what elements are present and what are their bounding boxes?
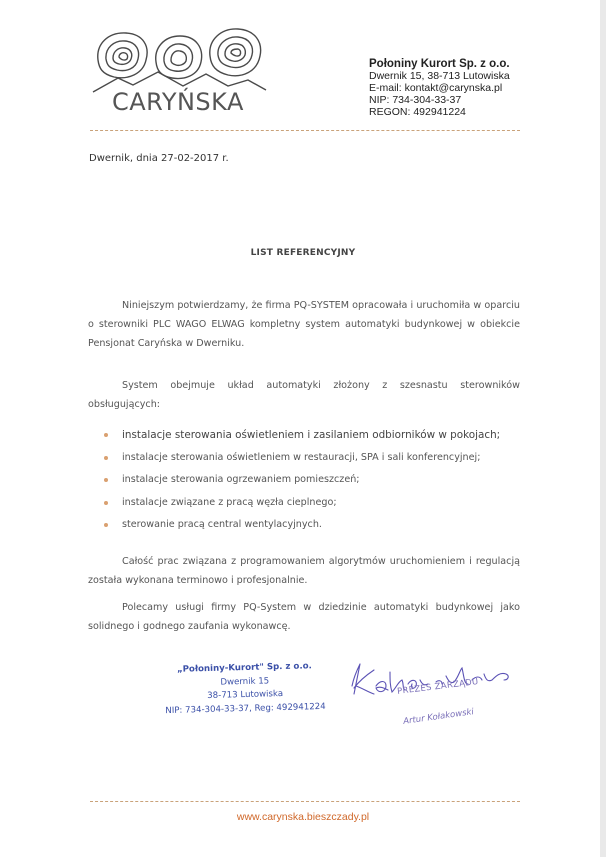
list-item: sterowanie pracą central wentylacyjnych. bbox=[104, 514, 524, 537]
company-nip: NIP: 734-304-33-37 bbox=[369, 94, 462, 106]
letter-title: LIST REFERENCYJNY bbox=[250, 248, 356, 258]
bullet-dot-icon bbox=[104, 478, 108, 482]
company-regon: REGON: 492941224 bbox=[369, 106, 466, 118]
list-item: instalacje sterowania oświetleniem w restauracji, SPA i sali konferencyjnej; bbox=[104, 447, 524, 470]
signature-title: PREZES ZARZĄDU bbox=[396, 677, 480, 697]
company-address: Dwernik 15, 38-713 Lutowiska bbox=[369, 70, 510, 82]
signature-name: Artur Kołakowski bbox=[402, 707, 475, 727]
company-email: E-mail: kontakt@carynska.pl bbox=[369, 82, 503, 94]
company-info bbox=[369, 58, 510, 118]
bullet-dot-icon bbox=[104, 456, 108, 460]
paragraph-intro: Niniejszym potwierdzamy, że firma PQ-SYSTEM opracowała i uruchomiła w oparciu o sterowniki PLC WAGO ELWAG kompletny system automatyki budynkowej w obiekcie Pensjonat Caryńska w Dwerniku. bbox=[88, 300, 520, 349]
footer-divider bbox=[90, 801, 520, 802]
bullet-dot-icon bbox=[104, 523, 108, 527]
paragraph-completion: Całość prac związana z programowaniem algorytmów uruchomieniem i regulacją została wykonana terminowo i profesjonalnie. bbox=[88, 556, 520, 586]
list-item: instalacje sterowania oświetleniem i zasilaniem odbiorników w pokojach; bbox=[104, 424, 524, 447]
stamp-city: 38-713 Lutowiska bbox=[207, 689, 284, 701]
controller-list bbox=[104, 424, 524, 537]
company-stamp bbox=[159, 660, 330, 718]
list-item: instalacje sterowania ogrzewaniem pomieszczeń; bbox=[104, 469, 524, 492]
header-divider bbox=[90, 130, 520, 131]
handwritten-signature bbox=[340, 650, 530, 740]
footer-website: www.carynska.bieszczady.pl bbox=[236, 811, 370, 823]
bullet-dot-icon bbox=[104, 501, 108, 505]
bullet-dot-icon bbox=[104, 433, 108, 437]
page-edge bbox=[600, 0, 606, 857]
stamp-ids: NIP: 734-304-33-37, Reg: 492941224 bbox=[165, 701, 326, 716]
stamp-company: „Połoniny-Kurort" Sp. z o.o. bbox=[176, 661, 312, 675]
list-item: instalacje związane z pracą węzła cieplnego; bbox=[104, 492, 524, 515]
date-line: Dwernik, dnia 27-02-2017 r. bbox=[89, 153, 229, 164]
company-name: Połoniny Kurort Sp. z o.o. bbox=[369, 58, 510, 70]
stamp-street: Dwernik 15 bbox=[220, 675, 270, 688]
paragraph-recommendation: Polecamy usługi firmy PQ-System w dziedzinie automatyki budynkowej jako solidnego i godnego zaufania wykonawcę. bbox=[88, 602, 520, 632]
paragraph-system: System obejmuje układ automatyki złożony z szesnastu sterowników obsługujących: bbox=[88, 380, 520, 410]
logo-wordmark: CARYŃSKA bbox=[112, 88, 244, 116]
